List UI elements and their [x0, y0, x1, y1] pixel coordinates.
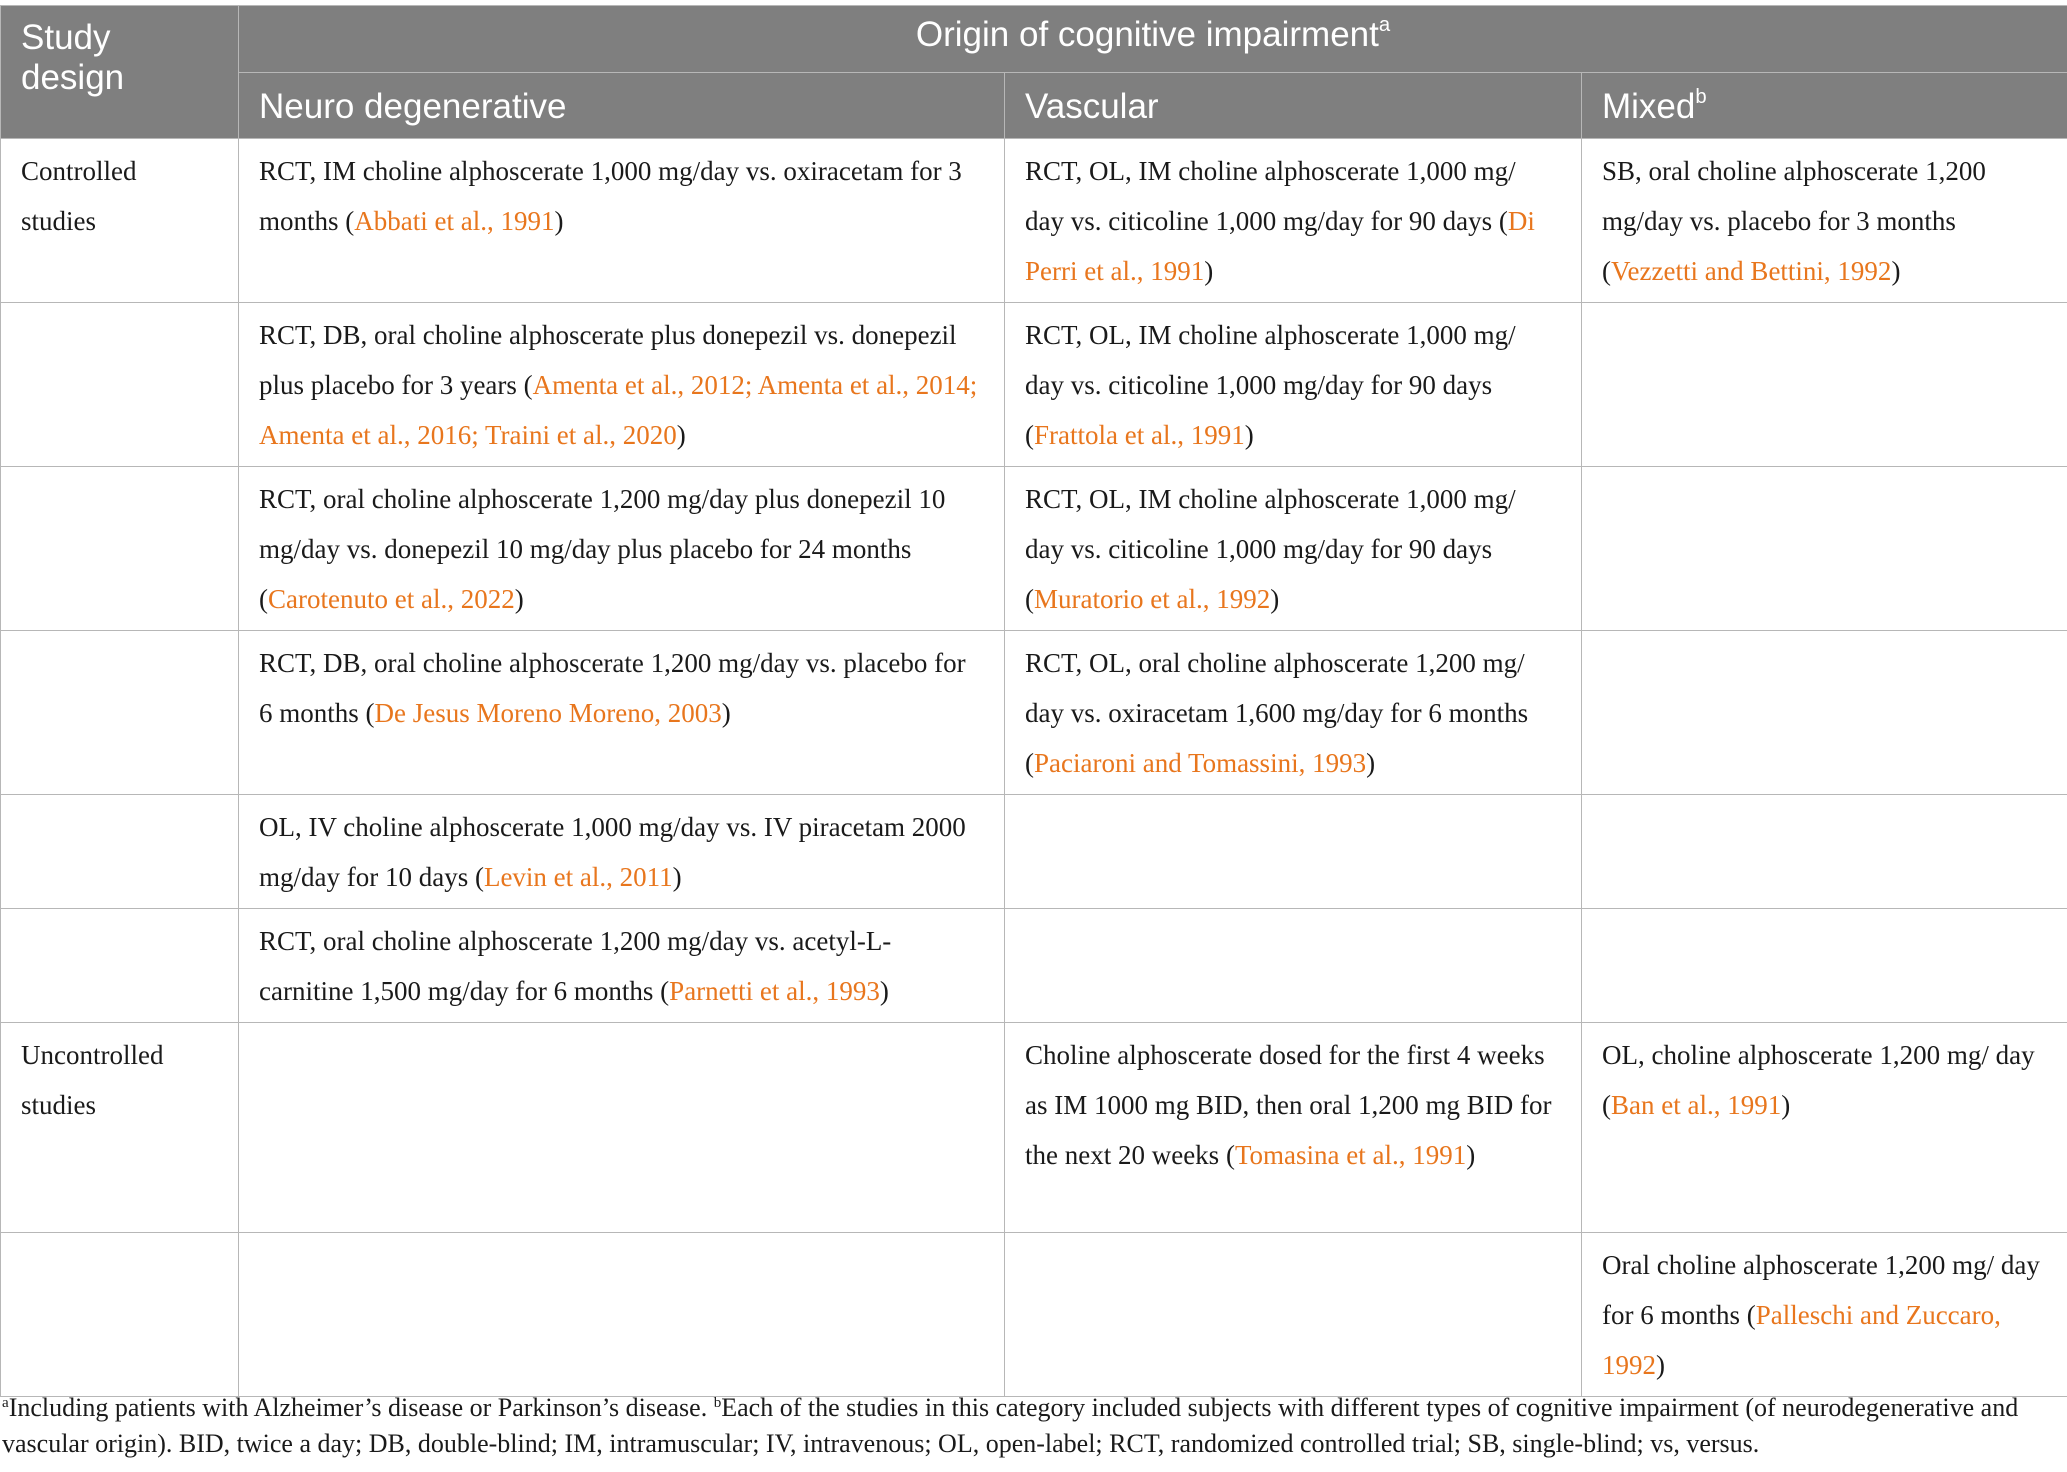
table-row: [1, 1023, 2067, 1233]
vascular-cell: [1005, 909, 1582, 1023]
cell-text: ): [514, 584, 524, 614]
neuro-cell: [239, 795, 1005, 909]
vascular-cell: [1005, 467, 1582, 631]
cell-text: OL, IV choline alphoscerate 1,000 mg/day vs. IV piracetam 2000 mg/day for 10 days (: [259, 812, 966, 892]
table-row: [1, 139, 2067, 303]
header-vascular: Vascular: [1005, 73, 1582, 139]
reference-link[interactable]: Levin et al., 2011: [483, 862, 673, 892]
table-row: [1, 1233, 2067, 1397]
vascular-cell: [1005, 1233, 1582, 1397]
study-design-cell: Uncontrolled studies: [1, 1023, 239, 1233]
cell-text: ): [1781, 1090, 1791, 1120]
cell-text: RCT, OL, IM choline alphoscerate 1,000 mg/ day vs. citicoline 1,000 mg/day for 90 days (: [1025, 156, 1516, 236]
reference-link[interactable]: Parnetti et al., 1993: [669, 976, 880, 1006]
footnote-a-text: Including patients with Alzheimer’s disease or Parkinson’s disease.: [8, 1393, 714, 1422]
header-origin-label: Origin of cognitive impairment: [915, 15, 1379, 54]
cell-text: RCT, OL, oral choline alphoscerate 1,200 mg/ day vs. oxiracetam 1,600 mg/day for 6 months (: [1025, 648, 1529, 778]
cell-text: ): [1270, 584, 1280, 614]
mixed-cell: [1582, 467, 2067, 631]
table-row: [1, 795, 2067, 909]
neuro-cell: [239, 1023, 1005, 1233]
neuro-cell: [239, 467, 1005, 631]
cell-text: SB, oral choline alphoscerate 1,200 mg/day vs. placebo for 3 months (: [1602, 156, 1986, 286]
study-design-cell: [1, 1233, 239, 1397]
cell-text: ): [1366, 748, 1376, 778]
vascular-cell: [1005, 303, 1582, 467]
cell-text: ): [1891, 256, 1901, 286]
header-study-design: Study design: [1, 6, 239, 139]
cell-text: RCT, IM choline alphoscerate 1,000 mg/day vs. oxiracetam for 3 months (: [259, 156, 962, 236]
header-mixed: [1582, 73, 2067, 139]
study-design-cell: [1, 303, 239, 467]
reference-link[interactable]: Abbati et al., 1991: [354, 206, 555, 236]
table-row: [1, 909, 2067, 1023]
mixed-cell: [1582, 1233, 2067, 1397]
mixed-cell: [1582, 909, 2067, 1023]
cell-text: ): [672, 862, 682, 892]
header-mixed-footnote-mark: b: [1695, 86, 1707, 109]
reference-link[interactable]: Vezzetti and Bettini, 1992: [1611, 256, 1892, 286]
reference-link[interactable]: Amenta et al., 2012; Amenta et al., 2014; Amenta et al., 2016; Traini et al., 2020: [259, 370, 978, 450]
mixed-cell: [1582, 139, 2067, 303]
cell-text: ): [554, 206, 564, 236]
vascular-cell: [1005, 139, 1582, 303]
vascular-cell: [1005, 795, 1582, 909]
vascular-cell: [1005, 631, 1582, 795]
neuro-cell: [239, 631, 1005, 795]
study-design-cell: [1, 631, 239, 795]
reference-link[interactable]: De Jesus Moreno Moreno, 2003: [374, 698, 722, 728]
reference-link[interactable]: Ban et al., 1991: [1611, 1090, 1782, 1120]
table-body: [1, 139, 2067, 1397]
cell-text: ): [1244, 420, 1254, 450]
table-row: [1, 631, 2067, 795]
study-design-cell: Controlled studies: [1, 139, 239, 303]
header-origin: [239, 6, 2067, 73]
reference-link[interactable]: Carotenuto et al., 2022: [268, 584, 515, 614]
cell-text: RCT, DB, oral choline alphoscerate 1,200 mg/day vs. placebo for 6 months (: [259, 648, 966, 728]
table-row: [1, 467, 2067, 631]
cell-text: Choline alphoscerate dosed for the first 4 weeks as IM 1000 mg BID, then oral 1,200 mg BID for the next 20 weeks (: [1025, 1040, 1552, 1170]
cell-text: RCT, OL, IM choline alphoscerate 1,000 mg/ day vs. citicoline 1,000 mg/day for 90 days (: [1025, 320, 1516, 450]
study-design-cell: [1, 909, 239, 1023]
neuro-cell: [239, 1233, 1005, 1397]
reference-link[interactable]: Tomasina et al., 1991: [1234, 1140, 1467, 1170]
cell-text: RCT, DB, oral choline alphoscerate plus donepezil vs. donepezil plus placebo for 3 years (: [259, 320, 957, 400]
neuro-cell: [239, 139, 1005, 303]
cell-text: ): [676, 420, 686, 450]
cell-text: RCT, oral choline alphoscerate 1,200 mg/day plus donepezil 10 mg/day vs. donepezil 10 mg/day plus placebo for 24 months (: [259, 484, 946, 614]
neuro-cell: [239, 909, 1005, 1023]
mixed-cell: [1582, 303, 2067, 467]
table-footnote: [0, 1390, 2067, 1462]
footnote-b-text: Each of the studies in this category included subjects with different types of cognitive impairment (of neurodegenerative and vascular origin). BID, twice a day; DB, double-blind; IM, intramuscular; IV, intravenous; OL, open-label; RCT, randomized controlled trial; SB, single-blind; vs, versus.: [2, 1393, 2019, 1458]
cell-text: RCT, oral choline alphoscerate 1,200 mg/day vs. acetyl-L-carnitine 1,500 mg/day for 6 months (: [259, 926, 892, 1006]
footnote-mark-b: b: [713, 1394, 722, 1411]
reference-link[interactable]: Frattola et al., 1991: [1034, 420, 1245, 450]
cell-text: ): [721, 698, 731, 728]
footnote-mark-a: a: [2, 1394, 9, 1411]
cell-text: OL, choline alphoscerate 1,200 mg/ day (: [1602, 1040, 2035, 1120]
vascular-cell: [1005, 1023, 1582, 1233]
cell-text: ): [1204, 256, 1214, 286]
header-origin-footnote-mark: a: [1378, 14, 1391, 37]
reference-link[interactable]: Muratorio et al., 1992: [1034, 584, 1271, 614]
study-design-cell: [1, 795, 239, 909]
mixed-cell: [1582, 1023, 2067, 1233]
reference-link[interactable]: Di Perri et al., 1991: [1025, 206, 1535, 286]
mixed-cell: [1582, 631, 2067, 795]
cell-text: RCT, OL, IM choline alphoscerate 1,000 mg/ day vs. citicoline 1,000 mg/day for 90 days (: [1025, 484, 1516, 614]
cell-text: ): [879, 976, 889, 1006]
header-mixed-label: Mixed: [1602, 87, 1696, 126]
cell-text: ): [1466, 1140, 1476, 1170]
cell-text: Oral choline alphoscerate 1,200 mg/ day for 6 months (: [1602, 1250, 2040, 1330]
studies-table: [0, 5, 2067, 1397]
cell-text: ): [1656, 1350, 1665, 1380]
neuro-cell: [239, 303, 1005, 467]
table-row: [1, 303, 2067, 467]
reference-link[interactable]: Paciaroni and Tomassini, 1993: [1034, 748, 1367, 778]
reference-link[interactable]: Palleschi and Zuccaro, 1992: [1602, 1300, 2001, 1380]
mixed-cell: [1582, 795, 2067, 909]
study-design-cell: [1, 467, 239, 631]
header-neuro-degenerative: Neuro degenerative: [239, 73, 1005, 139]
